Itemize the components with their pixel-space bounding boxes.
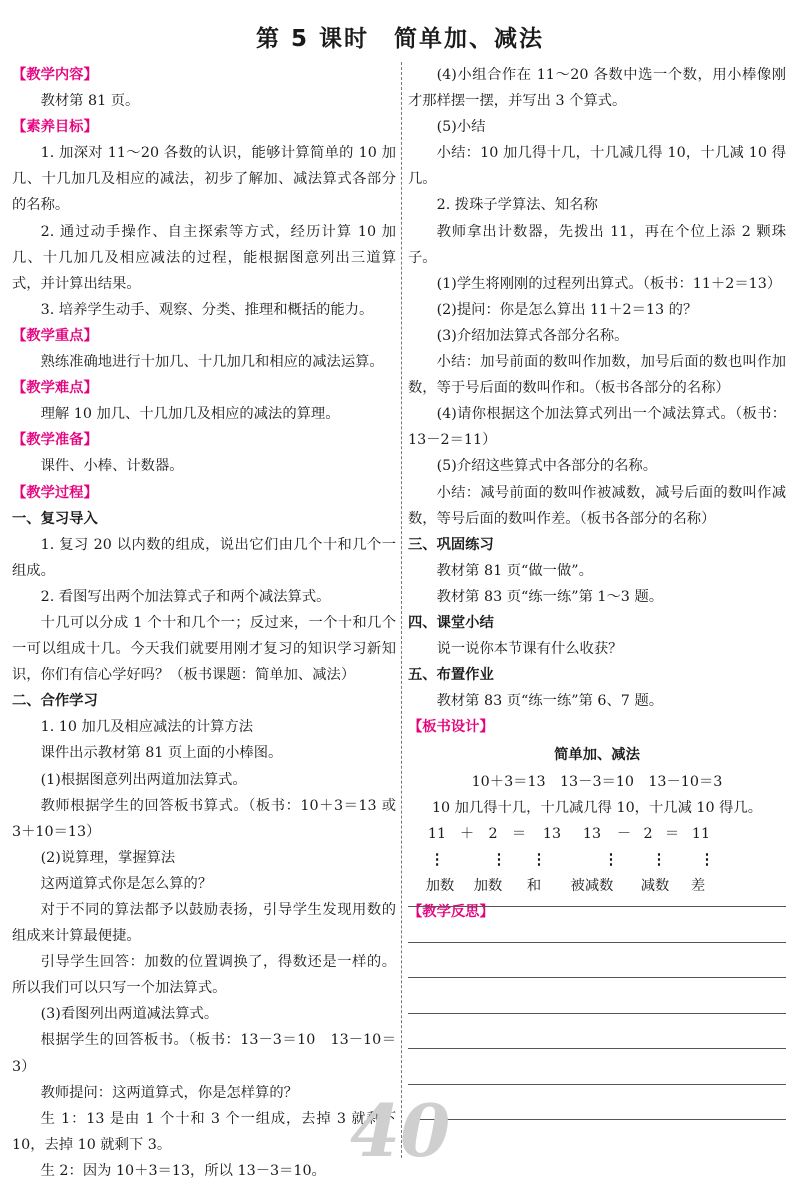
paragraph: 教材第 81 页。 (40, 93, 140, 110)
paragraph: 1. 复习 20 以内数的组成，说出它们由几个十和几个一组成。 (12, 536, 396, 579)
paragraph: (3)看图列出两道减法算式。 (40, 1006, 219, 1023)
section-heading: 【板书设计】 (408, 719, 494, 736)
board-operator: ＝ (511, 825, 527, 842)
paragraph: 教材第 81 页“做一做”。 (436, 562, 593, 579)
section-heading: 【教学重点】 (12, 327, 98, 344)
paragraph: 根据学生的回答板书。（板书：13－3＝10 13－10＝3） (12, 1032, 396, 1075)
paragraph: 3. 培养学生动手、观察、分类、推理和概括的能力。 (40, 301, 374, 318)
paragraph: (5)介绍这些算式中各部分的名称。 (436, 458, 658, 475)
paragraph: 课件出示教材第 81 页上面的小棒图。 (40, 745, 283, 762)
paragraph: (4)请你根据这个加法算式列出一个减法算式。（板书：13－2＝11） (408, 406, 786, 449)
board-operator: － (616, 825, 632, 842)
paragraph: 十几可以分成 1 个十和几个一；反过来，一个十和几个一可以组成十几。今天我们就要用刚才复习的知识学习新知识，你们有信心学好吗？（板书课题：简单加、减法） (12, 614, 396, 684)
page-number: 40 (350, 1088, 451, 1173)
reflection-lines (408, 906, 786, 1155)
dots-mark: ⋮ (603, 851, 618, 868)
paragraph: (5)小结 (436, 119, 486, 136)
page-title: 第 5 课时 简单加、减法 (255, 26, 545, 52)
subheading: 一、复习导入 (12, 510, 98, 527)
right-column (408, 62, 786, 925)
paragraph: 教师拿出计数器，先拨出 11，再在个位上添 2 颗珠子。 (408, 223, 786, 266)
paragraph: 对于不同的算法都予以鼓励表扬，引导学生发现用数的组成来计算最便捷。 (12, 902, 396, 945)
board-term: 11 (427, 825, 447, 842)
paragraph: 1. 加深对 11～20 各数的认识，能够计算简单的 10 加几、十几加几及相应的减法，初步了解加、减法算式各部分的名称。 (12, 145, 396, 214)
board-names-row (408, 873, 786, 899)
board-term: 2 (643, 825, 653, 842)
board-part-name: 加数 (425, 877, 455, 894)
paragraph: 小结：减号前面的数叫作被减数，减号后面的数叫作减数，等号后面的数叫作差。（板书各部分的名称） (408, 484, 786, 527)
paragraph: 教师提问：这两道算式，你是怎样算的？ (40, 1084, 298, 1101)
paragraph: (2)说算理，掌握算法 (40, 849, 176, 866)
left-column (12, 62, 396, 1184)
paragraph: 说一说你本节课有什么收获？ (436, 641, 623, 658)
subheading: 四、课堂小结 (408, 614, 494, 631)
section-heading: 【教学过程】 (12, 484, 98, 501)
board-part-name: 减数 (640, 877, 670, 894)
dots-mark: ⋮ (531, 851, 546, 868)
paragraph: 生 2：因为 10＋3＝13，所以 13－3＝10。 (40, 1162, 326, 1179)
paragraph: 教材第 83 页“练一练”第 1～3 题。 (436, 588, 664, 605)
board-term: 11 (691, 825, 711, 842)
dots-mark: ⋮ (651, 851, 666, 868)
section-heading: 【教学准备】 (12, 432, 98, 449)
paragraph: (1)根据图意列出两道加法算式。 (40, 771, 247, 788)
paragraph: 2. 拨珠子学算法、知名称 (436, 197, 598, 214)
board-term: 2 (488, 825, 498, 842)
board-equations: 10＋3＝13 13－3＝10 13－10＝3 (471, 773, 723, 790)
dots-mark: ⋮ (429, 851, 445, 868)
board-term: 13 (542, 825, 562, 842)
paragraph: 理解 10 加几、十几加几及相应的减法的算理。 (40, 406, 340, 423)
subheading: 三、巩固练习 (408, 536, 494, 553)
paragraph: 教材第 83 页“练一练”第 6、7 题。 (436, 693, 664, 710)
paragraph: (4)小组合作在 11～20 各数中选一个数，用小棒像刚才那样摆一摆，并写出 3 个算式。 (408, 67, 786, 110)
paragraph: 2. 通过动手操作、自主探索等方式，经历计算 10 加几、十几加几及相应减法的过程，能根据图意列出三道算式，并计算出结果。 (12, 223, 396, 292)
board-part-name: 和 (526, 877, 542, 894)
board-operator: ＋ (459, 825, 475, 842)
subheading: 二、合作学习 (12, 693, 98, 710)
board-rule: 10 加几得十几，十几减几得 10，十几减 10 得几。 (431, 799, 763, 816)
board-equation-row (408, 821, 786, 847)
board-dots-row (408, 847, 786, 873)
board-design (408, 742, 786, 899)
section-heading: 【教学难点】 (12, 380, 98, 397)
paragraph: 生 1：13 是由 1 个十和 3 个一组成，去掉 3 就剩下 10，去掉 10 就剩下 3。 (12, 1110, 396, 1153)
paragraph: 熟练准确地进行十加几、十几加几和相应的减法运算。 (40, 354, 384, 371)
dots-mark: ⋮ (699, 851, 714, 868)
paragraph: 1. 10 加几及相应减法的计算方法 (40, 719, 254, 736)
board-part-name: 被减数 (570, 877, 614, 894)
paragraph: 教师根据学生的回答板书算式。（板书：10＋3＝13 或 3＋10＝13） (12, 797, 396, 840)
board-part-name: 差 (690, 877, 706, 894)
section-heading: 【教学内容】 (12, 67, 98, 83)
paragraph: 小结：加号前面的数叫作加数，加号后面的数也叫作加数，等于号后面的数叫作和。（板书各部分的名称） (408, 354, 786, 397)
paragraph: (1)学生将刚刚的过程列出算式。（板书：11＋2＝13） (436, 275, 782, 292)
section-heading: 【素养目标】 (12, 119, 98, 136)
board-part-name: 加数 (473, 877, 503, 894)
dots-mark: ⋮ (491, 851, 506, 868)
board-term: 13 (582, 825, 602, 842)
paragraph: (3)介绍加法算式各部分名称。 (436, 327, 629, 344)
board-operator: ＝ (664, 825, 680, 842)
paragraph: 这两道算式你是怎么算的？ (40, 875, 213, 892)
writing-line (408, 1084, 786, 1085)
subheading: 五、布置作业 (408, 667, 494, 684)
writing-line (408, 906, 786, 907)
column-divider (401, 62, 402, 1158)
writing-line (408, 1048, 786, 1049)
paragraph: 小结：10 加几得十几，十几减几得 10，十几减 10 得几。 (408, 145, 786, 188)
paragraph: (2)提问：你是怎么算出 11＋2＝13 的？ (436, 301, 698, 318)
writing-line (408, 1013, 786, 1014)
writing-line (408, 1119, 786, 1120)
section-heading: 【教学反思】 (408, 904, 494, 920)
board-title: 简单加、减法 (554, 747, 640, 764)
paragraph: 引导学生回答：加数的位置调换了，得数还是一样的。所以我们可以只写一个加法算式。 (12, 954, 396, 997)
writing-line (408, 977, 786, 978)
writing-line (408, 942, 786, 943)
paragraph: 课件、小棒、计数器。 (40, 458, 184, 475)
paragraph: 2. 看图写出两个加法算式子和两个减法算式。 (40, 588, 331, 605)
